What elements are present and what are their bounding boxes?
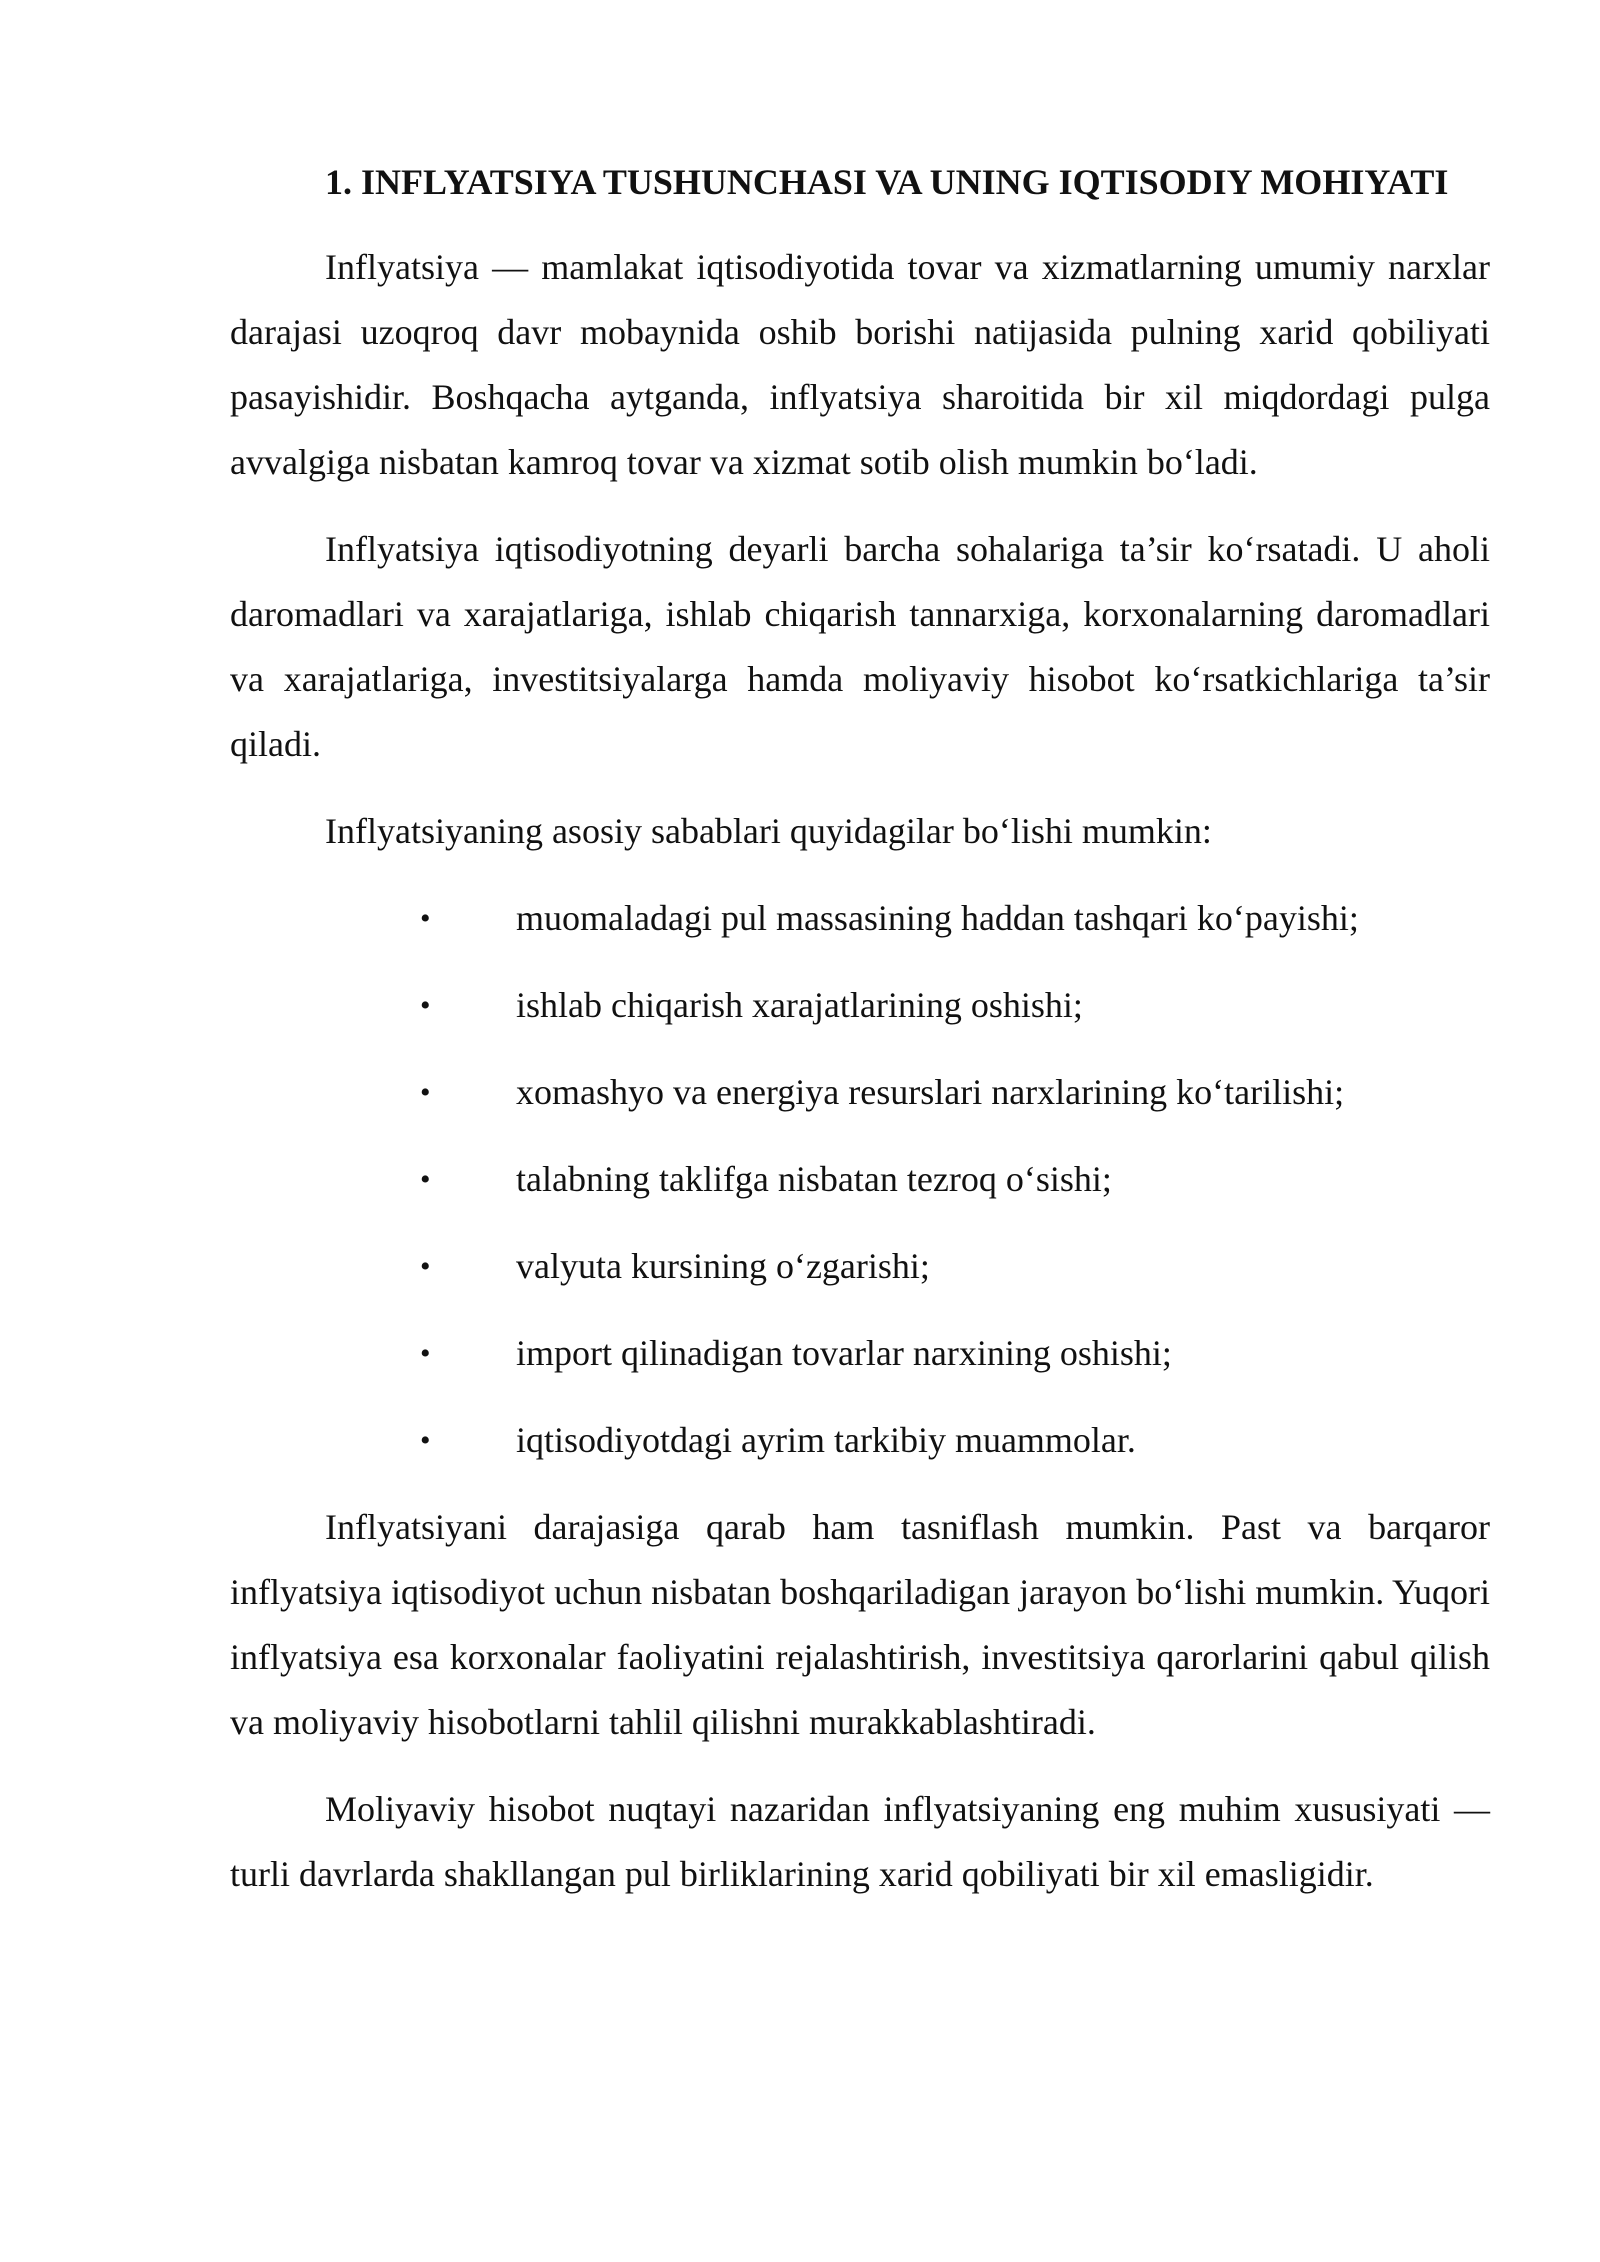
list-item-text: talabning taklifga nisbatan tezroq o‘sishi; (516, 1159, 1112, 1199)
bullet-icon: • (420, 1163, 431, 1196)
list-item (230, 1147, 1490, 1212)
list-item (230, 1234, 1490, 1299)
paragraph-classification: Inflyatsiyani darajasiga qarab ham tasniflash mumkin. Past va barqaror inflyatsiya iqtisodiyot uchun nisbatan boshqariladigan jarayon bo‘lishi mumkin. Yuqori inflyatsiya esa korxonalar faoliyatini rejalashtirish, investitsiya qarorlarini qabul qilish va moliyaviy hisobotlarni tahlil qilishni murakkablashtiradi. (230, 1507, 1490, 1742)
section-heading: 1. INFLYATSIYA TUSHUNCHASI VA UNING IQTISODIY MOHIYATI (325, 162, 1449, 202)
list-item-text: import qilinadigan tovarlar narxining oshishi; (516, 1333, 1172, 1373)
list-item (230, 886, 1490, 951)
bullet-icon: • (420, 1424, 431, 1457)
list-item-text: muomaladagi pul massasining haddan tashqari ko‘payishi; (516, 898, 1359, 938)
bullet-icon: • (420, 1250, 431, 1283)
list-item (230, 1408, 1490, 1473)
bullet-icon: • (420, 902, 431, 935)
list-item (230, 973, 1490, 1038)
bullet-icon: • (420, 1076, 431, 1109)
document-page (230, 150, 1490, 1907)
list-item-text: ishlab chiqarish xarajatlarining oshishi; (516, 985, 1083, 1025)
paragraph-impact: Inflyatsiya iqtisodiyotning deyarli barcha sohalariga ta’sir ko‘rsatadi. U aholi daromadlari va xarajatlariga, ishlab chiqarish tannarxiga, korxonalarning daromadlari va xarajatlariga, investitsiyalarga hamda moliyaviy hisobot ko‘rsatkichlariga ta’sir qiladi. (230, 529, 1490, 764)
list-item (230, 1321, 1490, 1386)
list-item (230, 1060, 1490, 1125)
bullet-icon: • (420, 989, 431, 1022)
causes-list (230, 886, 1490, 1473)
list-item-text: xomashyo va energiya resurslari narxlarining ko‘tarilishi; (516, 1072, 1345, 1112)
paragraph-causes-intro: Inflyatsiyaning asosiy sabablari quyidagilar bo‘lishi mumkin: (325, 811, 1212, 851)
paragraph-financial-reporting: Moliyaviy hisobot nuqtayi nazaridan inflyatsiyaning eng muhim xususiyati — turli davrlarda shakllangan pul birliklarining xarid qobiliyati bir xil emasligidir. (230, 1789, 1490, 1894)
list-item-text: valyuta kursining o‘zgarishi; (516, 1246, 930, 1286)
paragraph-definition: Inflyatsiya — mamlakat iqtisodiyotida tovar va xizmatlarning umumiy narxlar darajasi uzoqroq davr mobaynida oshib borishi natijasida pulning xarid qobiliyati pasayishidir. Boshqacha aytganda, inflyatsiya sharoitida bir xil miqdordagi pulga avvalgiga nisbatan kamroq tovar va xizmat sotib olish mumkin bo‘ladi. (230, 247, 1490, 482)
bullet-icon: • (420, 1337, 431, 1370)
list-item-text: iqtisodiyotdagi ayrim tarkibiy muammolar. (516, 1420, 1136, 1460)
